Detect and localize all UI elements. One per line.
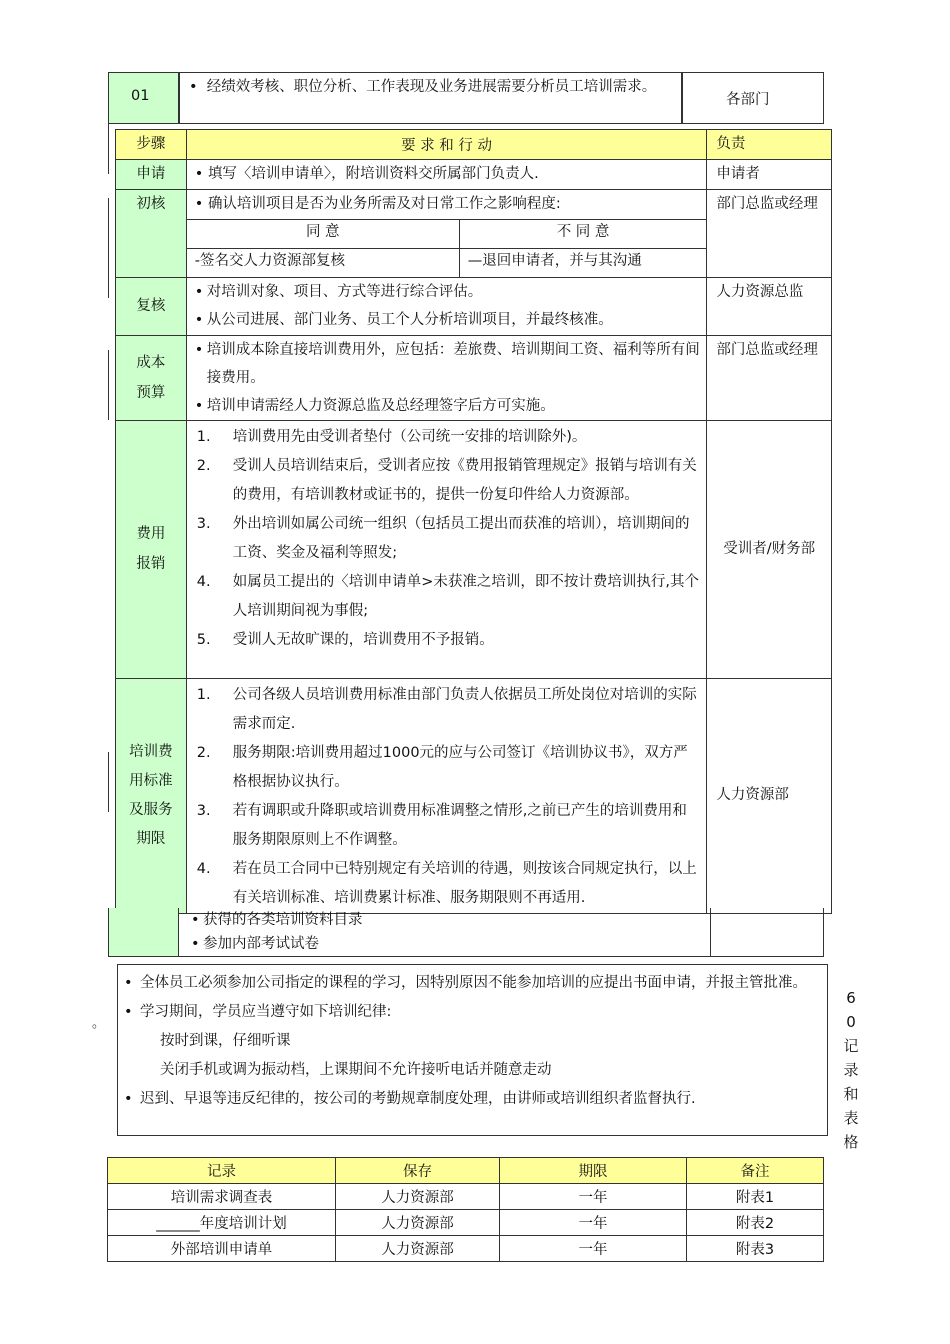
reimburse-step-label: 费用报销 bbox=[136, 526, 166, 572]
reimburse-item: 4. 如属员工提出的〈培训申请单>未获准之培训，即不按计费培训执行,其个人培训期间视为事假; bbox=[196, 573, 700, 619]
recheck-item: • 从公司进展、部门业务、员工个人分析培训项目，并最终核准。 bbox=[195, 306, 701, 334]
agree-action: -签名交人力资源部复核 bbox=[187, 249, 460, 277]
reimburse-item: 5. 受训人无故旷课的，培训费用不予报销。 bbox=[196, 631, 494, 648]
budget-step-label: 成本预算 bbox=[136, 354, 166, 401]
step-review: 初核 bbox=[116, 190, 187, 278]
records-row: ______年度培训计划 人力资源部 一年 附表2 bbox=[108, 1210, 824, 1236]
stray-mark: 。 bbox=[92, 1016, 106, 1031]
bg-text-cell: • 经绩效考核、职位分析、工作表现及业务进展需要分析员工培训需求。 bbox=[178, 72, 683, 124]
action-apply: • 填写〈培训申请单〉，附培训资料交所属部门负责人. bbox=[186, 160, 707, 190]
standard-item: 1. 公司各级人员培训费用标准由部门负责人依据员工所处岗位对培训的实际需求而定. bbox=[196, 686, 697, 732]
records-row: 外部培训申请单 人力资源部 一年 附表3 bbox=[108, 1236, 824, 1262]
bg-text: 经绩效考核、职位分析、工作表现及业务进展需要分析员工培训需求。 bbox=[206, 79, 657, 95]
resp-reimburse: 受训者/财务部 bbox=[707, 420, 832, 678]
disagree-label: 不 同 意 bbox=[459, 220, 706, 249]
review-text: 确认培训项目是否为业务所需及对日常工作之影响程度: bbox=[207, 196, 561, 212]
standard-item: 3. 若有调职或升降职或培训费用标准调整之情形,之前已产生的培训费用和服务期限原则上不作调整。 bbox=[196, 802, 687, 848]
header-step: 步骤 bbox=[116, 130, 187, 160]
records-row: 培训需求调查表 人力资源部 一年 附表1 bbox=[108, 1184, 824, 1210]
resp-budget: 部门总监或经理 bbox=[707, 335, 832, 420]
bg-line bbox=[108, 350, 109, 420]
action-standard bbox=[186, 678, 707, 913]
resp-apply: 申请者 bbox=[707, 160, 832, 190]
records-table bbox=[107, 1157, 824, 1262]
action-budget bbox=[186, 335, 707, 420]
bg-line bbox=[108, 198, 109, 298]
records-header: 记录 bbox=[108, 1158, 336, 1184]
rule-item: • 迟到、早退等违反纪律的，按公司的考勤规章制度处理，由讲师或培训组织者监督执行. bbox=[124, 1085, 827, 1114]
reimburse-item: 2. 受训人员培训结束后，受训者应按《费用报销管理规定》报销与培训有关的费用，有培训教材或证书的，提供一份复印件给人力资源部。 bbox=[196, 457, 697, 503]
rule-sub: 关闭手机或调为振动档，上课期间不允许接听电话并随意走动 bbox=[160, 1062, 552, 1078]
step-standard bbox=[116, 678, 187, 913]
procedure-table bbox=[115, 129, 832, 914]
action-reimburse bbox=[186, 420, 707, 678]
tail-item: • 获得的各类培训资料目录 bbox=[191, 908, 711, 932]
action-recheck bbox=[186, 277, 707, 335]
apply-text: 填写〈培训申请单〉，附培训资料交所属部门负责人. bbox=[207, 166, 539, 182]
resp-recheck: 人力资源总监 bbox=[707, 277, 832, 335]
records-header: 备注 bbox=[687, 1158, 824, 1184]
discipline-rules bbox=[117, 964, 828, 1136]
budget-item: • 培训成本除直接培训费用外，应包括：差旅费、培训期间工资、福利等所有间接费用。 bbox=[195, 336, 701, 392]
bg-owner-cell bbox=[681, 72, 824, 124]
review-decision-table bbox=[187, 219, 707, 277]
standard-item: 2. 服务期限:培训费用超过1000元的应与公司签订《培训协议书》，双方严格根据协议执行。 bbox=[196, 744, 688, 790]
rule-sub: 按时到课，仔细听课 bbox=[160, 1033, 291, 1049]
agree-label: 同 意 bbox=[187, 220, 460, 249]
records-header: 保存 bbox=[336, 1158, 500, 1184]
bg-code: 01 bbox=[131, 88, 150, 104]
rule-item: • 学习期间，学员应当遵守如下培训纪律: bbox=[124, 998, 827, 1027]
reimburse-item: 1. 培训费用先由受训者垫付（公司统一安排的培训除外)。 bbox=[196, 428, 587, 445]
bg-owner: 各部门 bbox=[726, 92, 770, 108]
background-table-tail bbox=[108, 908, 824, 957]
standard-step-label: 培训费用标准及服务期限 bbox=[129, 743, 173, 847]
header-action: 要 求 和 行 动 bbox=[186, 130, 707, 160]
tail-item: • 参加内部考试试卷 bbox=[191, 932, 711, 956]
action-review: • 确认培训项目是否为业务所需及对日常工作之影响程度: 同 意 不 同 意 -签名交人力资源部复核 —退回申请者，并与其沟通 bbox=[186, 190, 707, 278]
standard-item: 4. 若在员工合同中已特别规定有关培训的待遇，则按该合同规定执行，以上有关培训标准、培训费累计标准、服务期限则不再适用. bbox=[196, 860, 697, 906]
bg-code-cell bbox=[108, 72, 180, 124]
step-recheck: 复核 bbox=[116, 277, 187, 335]
resp-review: 部门总监或经理 bbox=[707, 190, 832, 278]
step-reimburse bbox=[116, 420, 187, 678]
recheck-item: • 对培训对象、项目、方式等进行综合评估。 bbox=[195, 278, 701, 306]
resp-standard: 人力资源部 bbox=[707, 678, 832, 913]
budget-item: • 培训申请需经人力资源总监及总经理签字后方可实施。 bbox=[195, 392, 701, 420]
header-resp: 负责 bbox=[707, 130, 832, 160]
reimburse-item: 3. 外出培训如属公司统一组织（包括员工提出而获准的培训），培训期间的工资、奖金及福利等照发; bbox=[196, 515, 690, 561]
rule-item: • 全体员工必须参加公司指定的课程的学习，因特别原因不能参加培训的应提出书面申请，并报主管批准。 bbox=[124, 969, 827, 998]
bg-line bbox=[108, 124, 109, 174]
bg-line bbox=[108, 752, 109, 812]
step-apply: 申请 bbox=[116, 160, 187, 190]
background-table-top bbox=[108, 72, 824, 124]
step-budget bbox=[116, 335, 187, 420]
records-header: 期限 bbox=[500, 1158, 687, 1184]
disagree-action: —退回申请者，并与其沟通 bbox=[459, 249, 706, 277]
section-side-label: 6 0 记 录 和 表 格 bbox=[843, 989, 859, 1151]
